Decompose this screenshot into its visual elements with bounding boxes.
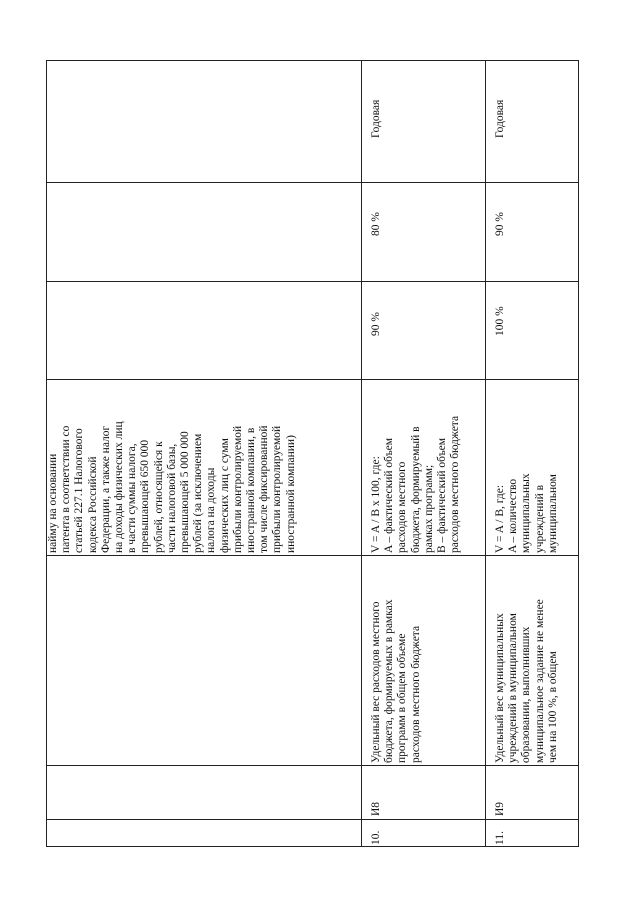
reporting-period: Годовая <box>494 99 506 138</box>
formula-line: иностранной компании) <box>284 435 297 553</box>
formula-line: статьей 227.1 Налогового <box>73 428 86 553</box>
indicator-name-line: бюджета, формируемых в рамках <box>383 599 396 763</box>
table-border-right <box>578 60 579 847</box>
indicator-name-line: образовании, выполнивших <box>520 626 533 763</box>
formula-line: A – количество <box>507 478 520 553</box>
reporting-period: Годовая <box>370 99 382 138</box>
table-row <box>486 61 578 846</box>
threshold-value: 90 % <box>494 212 506 236</box>
formula-line: налога на доходы <box>205 467 218 553</box>
table-row <box>362 61 485 846</box>
formula-line: физических лиц с сумм <box>218 438 231 553</box>
row-number: 10. <box>370 830 382 845</box>
formula-line: найму на основании <box>47 453 59 553</box>
indicator-name-line: расходов местного бюджета <box>409 625 422 763</box>
formula-line: прибыли контролируемой <box>271 425 284 553</box>
indicator-name <box>494 599 560 763</box>
formula-line: иностранной компании, в <box>245 427 258 553</box>
indicator-name-line: муниципальное задание не менее <box>533 599 546 763</box>
formula-line: в части суммы налога, <box>126 443 139 553</box>
formula-line: бюджета, формируемый в <box>409 426 422 553</box>
indicator-name-line: программ в общем объеме <box>396 633 409 763</box>
formula-line: рублей (за исключением <box>192 433 205 553</box>
formula-line: прибыли контролируемой <box>231 425 244 553</box>
formula-line: муниципальном <box>546 474 559 553</box>
formula-line: превышающей 650 000 <box>139 439 152 553</box>
indicator-code: И8 <box>370 801 382 816</box>
formula-line: учреждений в <box>533 484 546 553</box>
formula-line: превышающей 5 000 000 <box>179 431 192 553</box>
formula-line: Федерации, а также налог <box>99 425 112 553</box>
indicator-code: И9 <box>494 801 506 816</box>
formula-line: V = A / B, где: <box>494 484 506 553</box>
row-number: 11. <box>494 831 506 845</box>
formula-line: рублей, относящейся к <box>152 441 165 553</box>
target-value: 100 % <box>494 306 506 336</box>
formula-line: кодекса Российской <box>86 456 99 553</box>
formula-line: расходов местного <box>396 461 409 553</box>
formula-cell <box>47 381 298 553</box>
formula-line: части налоговой базы, <box>165 443 178 553</box>
formula-line: расходов местного бюджета <box>449 415 462 553</box>
indicator-name-line: Удельный вес муниципальных <box>494 613 506 763</box>
formula-line: том числе фиксированной <box>258 425 271 553</box>
indicator-name <box>370 600 423 763</box>
table-row-continued <box>47 61 361 846</box>
indicator-name-line: Удельный вес расходов местного <box>370 601 382 763</box>
formula-line: A – фактический объем <box>383 437 396 553</box>
formula-line: патента в соответствии со <box>60 425 73 553</box>
formula-cell <box>494 473 560 553</box>
indicator-name-line: учреждений в муниципальном <box>507 613 520 763</box>
target-value: 90 % <box>370 312 382 336</box>
formula-line: V = A / B x 100, где: <box>370 456 382 553</box>
formula-line: муниципальных <box>520 473 533 553</box>
formula-line: рамках программ; <box>422 464 435 553</box>
threshold-value: 80 % <box>370 212 382 236</box>
table-border-bottom <box>46 846 579 847</box>
formula-line: на доходы физических лиц <box>113 421 126 553</box>
formula-line: B – фактический объем <box>436 437 449 553</box>
formula-cell <box>370 416 462 553</box>
indicator-name-line: чем на 100 %, в общем <box>546 651 559 763</box>
